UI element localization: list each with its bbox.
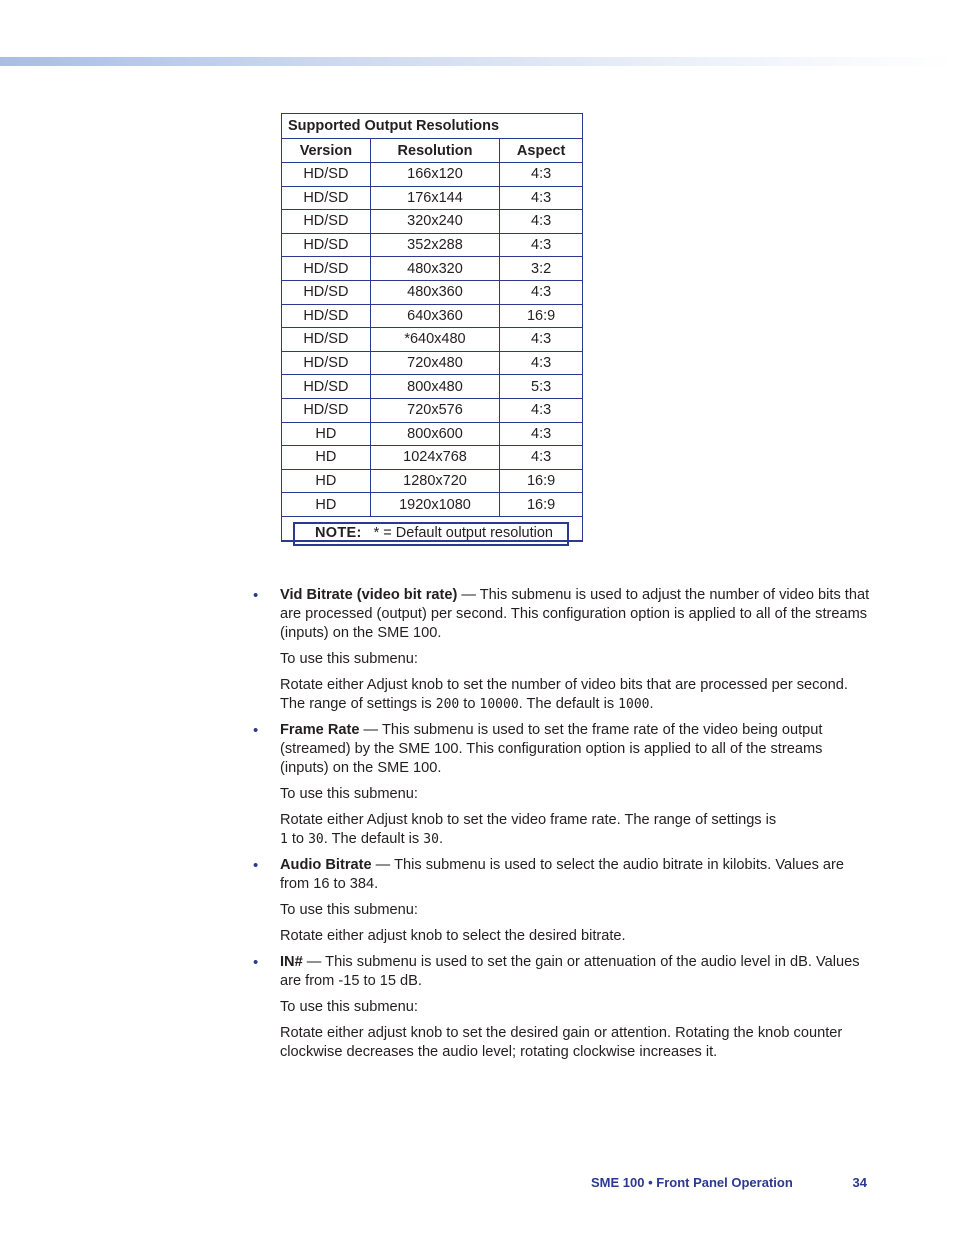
table-row [282, 446, 582, 470]
cell-resolution: 720x576 [370, 398, 499, 422]
cell-aspect: 4:3 [500, 351, 582, 375]
table-row [282, 233, 582, 257]
note-box [293, 522, 569, 546]
item-use-label: To use this submenu: [280, 786, 418, 802]
cell-version: HD/SD [282, 163, 370, 187]
header-band [0, 57, 954, 66]
value-min: 200 [435, 697, 460, 712]
col-header-resolution: Resolution [370, 139, 499, 163]
cell-aspect: 16:9 [500, 493, 582, 517]
cell-version: HD/SD [282, 186, 370, 210]
cell-version: HD [282, 446, 370, 470]
table-row [282, 328, 582, 352]
value-max: 10000 [479, 697, 519, 712]
cell-aspect: 16:9 [500, 469, 582, 493]
cell-resolution: 320x240 [370, 210, 499, 234]
cell-resolution: 166x120 [370, 163, 499, 187]
cell-resolution: 720x480 [370, 351, 499, 375]
table-row [282, 163, 582, 187]
list-item-input-gain [253, 953, 873, 1062]
cell-resolution: 1920x1080 [370, 493, 499, 517]
item-term: IN# [280, 954, 303, 970]
cell-version: HD/SD [282, 233, 370, 257]
list-item-vid-bitrate [253, 586, 873, 714]
cell-aspect: 16:9 [500, 304, 582, 328]
col-header-version: Version [282, 139, 370, 163]
bullet-icon: • [253, 954, 259, 971]
item-use-label: To use this submenu: [280, 651, 418, 667]
cell-version: HD/SD [282, 351, 370, 375]
cell-version: HD/SD [282, 304, 370, 328]
bullet-icon: • [253, 587, 259, 604]
cell-aspect: 4:3 [500, 446, 582, 470]
value-max: 30 [308, 832, 324, 847]
cell-resolution: 640x360 [370, 304, 499, 328]
item-instructions: Rotate either Adjust knob to set the number of video bits that are processed per second. The range of settings is 200 to 10000. The default is 1000. [280, 677, 848, 712]
table-title: Supported Output Resolutions [282, 114, 582, 139]
footer-title: SME 100 • Front Panel Operation [591, 1175, 793, 1190]
item-description: Vid Bitrate (video bit rate) — This submenu is used to adjust the number of video bits that are processed (output) per second. This configuration option is applied to all of the streams (inputs) on the SME 100. [280, 587, 870, 641]
item-description: IN# — This submenu is used to set the gain or attenuation of the audio level in dB. Values are from -15 to 15 dB. [280, 954, 860, 989]
bullet-icon: • [253, 722, 259, 739]
table-row [282, 469, 582, 493]
note-text: * = Default output resolution [373, 524, 553, 541]
cell-aspect: 4:3 [500, 210, 582, 234]
col-header-aspect: Aspect [500, 139, 582, 163]
cell-version: HD [282, 493, 370, 517]
value-min: 1 [280, 832, 288, 847]
table-body [282, 163, 582, 517]
page-number: 34 [852, 1175, 867, 1190]
table-row [282, 280, 582, 304]
cell-aspect: 4:3 [500, 398, 582, 422]
table-row [282, 210, 582, 234]
cell-version: HD/SD [282, 280, 370, 304]
item-instructions: Rotate either adjust knob to select the desired bitrate. [280, 928, 626, 944]
cell-resolution: 480x360 [370, 280, 499, 304]
cell-resolution: 480x320 [370, 257, 499, 281]
table-row [282, 375, 582, 399]
table-row [282, 257, 582, 281]
cell-aspect: 4:3 [500, 233, 582, 257]
cell-aspect: 4:3 [500, 280, 582, 304]
cell-resolution: 1024x768 [370, 446, 499, 470]
item-instructions: Rotate either Adjust knob to set the video frame rate. The range of settings is 1 to 30. The default is 30. [280, 812, 777, 847]
cell-aspect: 4:3 [500, 186, 582, 210]
cell-aspect: 5:3 [500, 375, 582, 399]
item-use-label: To use this submenu: [280, 902, 418, 918]
value-default: 30 [423, 832, 439, 847]
cell-version: HD [282, 469, 370, 493]
item-term: Vid Bitrate (video bit rate) [280, 587, 458, 603]
cell-version: HD/SD [282, 375, 370, 399]
note-label: NOTE: [315, 524, 362, 541]
item-instructions: Rotate either adjust knob to set the desired gain or attention. Rotating the knob counter clockwise decreases the audio level; rotating clockwise increases it. [280, 1025, 843, 1060]
item-use-label: To use this submenu: [280, 999, 418, 1015]
table-row [282, 351, 582, 375]
supported-resolutions-table [281, 113, 583, 542]
cell-version: HD [282, 422, 370, 446]
cell-aspect: 3:2 [500, 257, 582, 281]
item-term: Audio Bitrate [280, 857, 372, 873]
cell-version: HD/SD [282, 257, 370, 281]
cell-resolution: 176x144 [370, 186, 499, 210]
item-description: Frame Rate — This submenu is used to set the frame rate of the video being output (streamed) by the SME 100. This configuration option is applied to all of the streams (inputs) on the SME 100. [280, 722, 823, 776]
cell-version: HD/SD [282, 210, 370, 234]
cell-version: HD/SD [282, 398, 370, 422]
cell-resolution: 800x600 [370, 422, 499, 446]
cell-resolution: *640x480 [370, 328, 499, 352]
cell-resolution: 800x480 [370, 375, 499, 399]
bullet-icon: • [253, 857, 259, 874]
list-item-frame-rate [253, 721, 873, 849]
table-row [282, 304, 582, 328]
value-default: 1000 [618, 697, 650, 712]
cell-aspect: 4:3 [500, 163, 582, 187]
cell-resolution: 1280x720 [370, 469, 499, 493]
item-term: Frame Rate [280, 722, 360, 738]
submenu-list [253, 586, 873, 1069]
note-row [282, 516, 582, 540]
list-item-audio-bitrate [253, 856, 873, 946]
table-row [282, 422, 582, 446]
cell-resolution: 352x288 [370, 233, 499, 257]
cell-aspect: 4:3 [500, 328, 582, 352]
table-row [282, 398, 582, 422]
table-row [282, 186, 582, 210]
cell-version: HD/SD [282, 328, 370, 352]
cell-aspect: 4:3 [500, 422, 582, 446]
table-row [282, 493, 582, 517]
item-description: Audio Bitrate — This submenu is used to select the audio bitrate in kilobits. Values are from 16 to 384. [280, 857, 845, 892]
